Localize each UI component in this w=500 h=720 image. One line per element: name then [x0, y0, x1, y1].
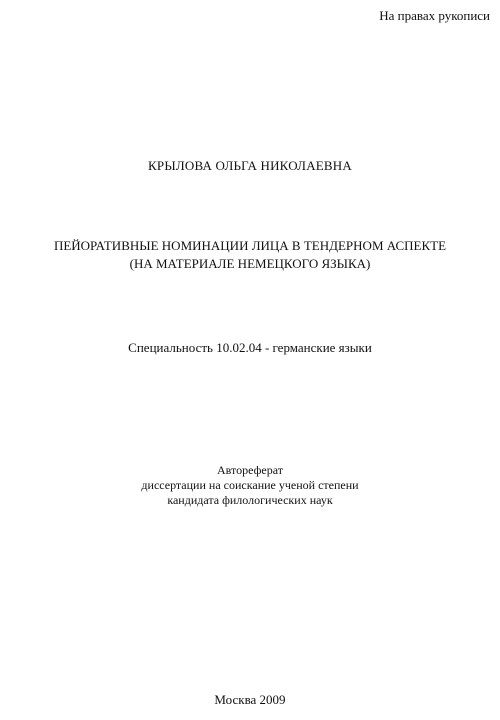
abstract-degree: кандидата филологических наук — [167, 493, 333, 507]
city-year: Москва 2009 — [214, 692, 286, 707]
abstract-purpose: диссертации на соискание ученой степени — [141, 478, 359, 492]
dissertation-title-line-2: (НА МАТЕРИАЛЕ НЕМЕЦКОГО ЯЗЫКА) — [129, 256, 371, 271]
manuscript-rights-note: На правах рукописи — [379, 8, 490, 23]
specialty-line: Специальность 10.02.04 - германские языки — [128, 340, 372, 355]
abstract-type: Автореферат — [217, 463, 283, 477]
author-name: КРЫЛОВА ОЛЬГА НИКОЛАЕВНА — [148, 158, 352, 173]
dissertation-title-line-1: ПЕЙОРАТИВНЫЕ НОМИНАЦИИ ЛИЦА В ТЕНДЕРНОМ АСПЕКТЕ — [53, 238, 447, 253]
